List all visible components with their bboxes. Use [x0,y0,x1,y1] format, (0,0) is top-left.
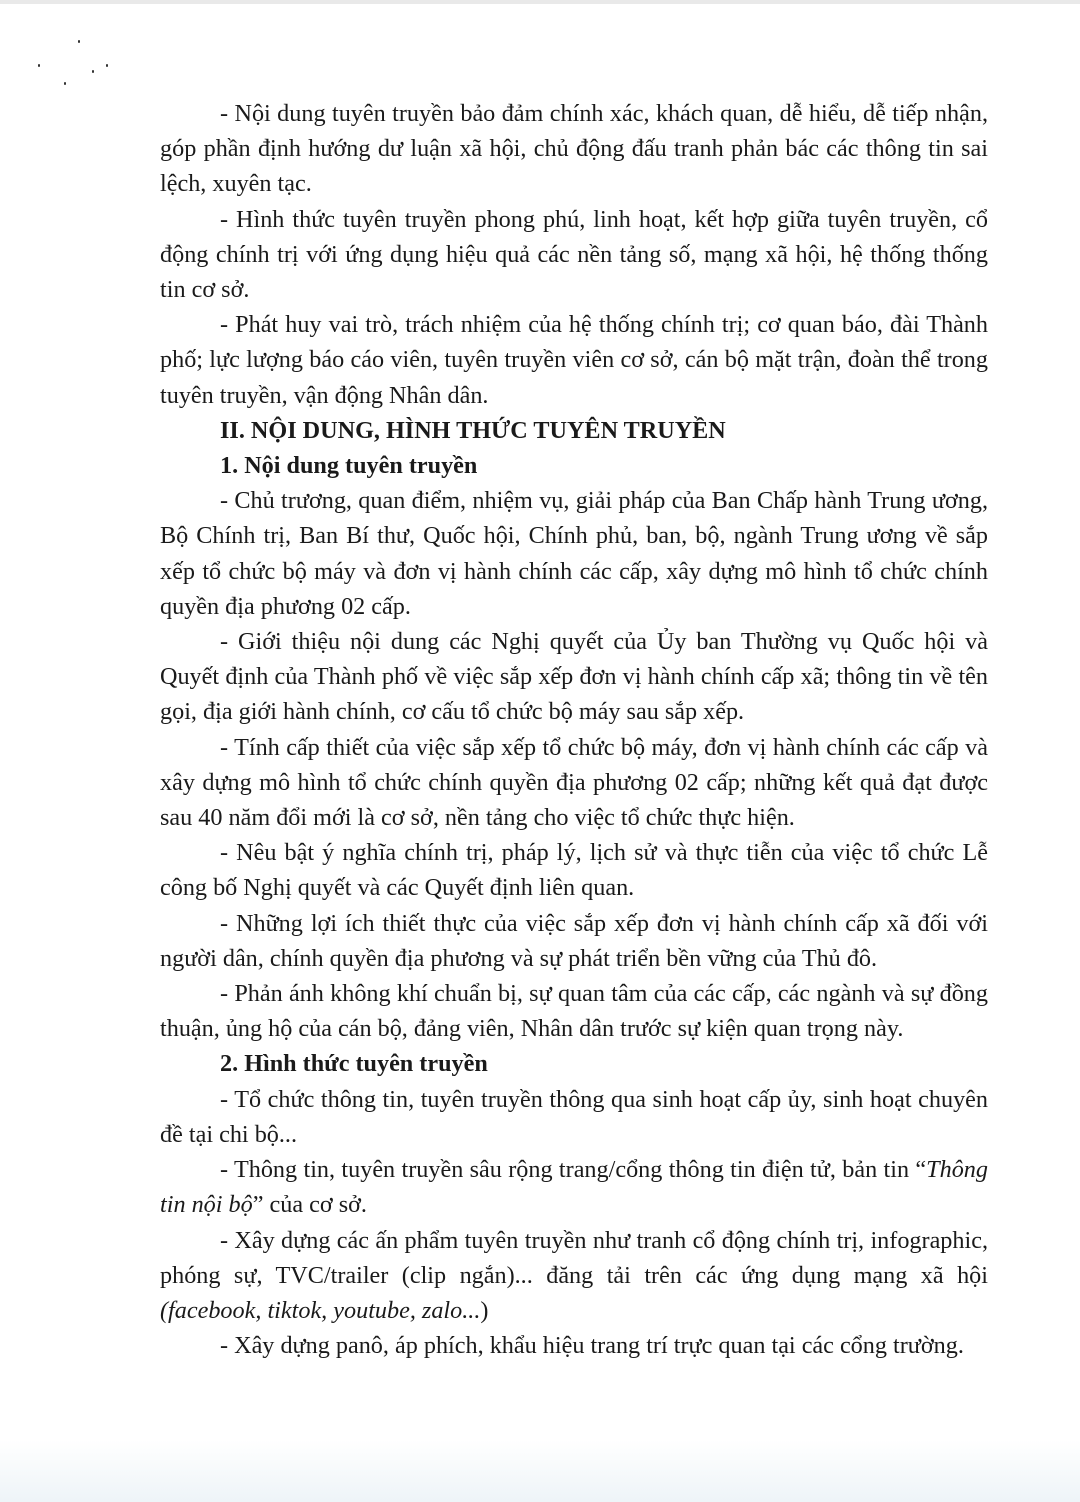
social-platforms: (facebook, tiktok, youtube, zalo... [160,1296,481,1324]
speck [38,64,40,67]
speck [92,70,94,73]
speck [64,82,66,85]
content-item: - Chủ trương, quan điểm, nhiệm vụ, giải pháp của Ban Chấp hành Trung ương, Bộ Chính trị, Ban Bí thư, Quốc hội, Chính phủ, ban, bộ, ngành Trung ương về sắp xếp tổ chức bộ máy và đơn vị hành chính các cấp, xây dựng mô hình tổ chức chính quyền địa phương 02 cấp. [160,487,988,620]
paragraph-forms: - Hình thức tuyên truyền phong phú, linh hoạt, kết hợp giữa tuyên truyền, cổ động chính trị với ứng dụng hiệu quả các nền tảng số, mạng xã hội, hệ thống thống tin cơ sở. [160,205,988,304]
form-item [160,1152,988,1222]
subsection-2-heading: 2. Hình thức tuyên truyền [220,1050,488,1078]
form-item-text: ” của cơ sở. [252,1191,367,1219]
form-item: - Tổ chức thông tin, tuyên truyền thông qua sinh hoạt cấp ủy, sinh hoạt chuyên đề tại chi bộ... [160,1085,988,1148]
document-page [160,96,988,1363]
content-item: - Những lợi ích thiết thực của việc sắp xếp đơn vị hành chính cấp xã đối với người dân, chính quyền địa phương và sự phát triển bền vững của Thủ đô. [160,909,988,972]
paragraph-roles: - Phát huy vai trò, trách nhiệm của hệ thống chính trị; cơ quan báo, đài Thành phố; lực lượng báo cáo viên, tuyên truyền viên cơ sở, cán bộ mặt trận, đoàn thể trong tuyên truyền, vận động Nhân dân. [160,311,988,409]
form-item-text: - Xây dựng các ấn phẩm tuyên truyền như tranh cổ động chính trị, infographic, phóng sự, TVC/trailer (clip ngắn)... đăng tải trên các ứng dụng mạng xã hội [160,1226,988,1289]
speck [106,64,108,67]
content-item: - Tính cấp thiết của việc sắp xếp tổ chức bộ máy, đơn vị hành chính các cấp và xây dựng mô hình tổ chức chính quyền địa phương 02 cấp; những kết quả đạt được sau 40 năm đổi mới là cơ sở, nền tảng cho việc tổ chức thực hiện. [160,733,988,832]
paragraph-accuracy: - Nội dung tuyên truyền bảo đảm chính xác, khách quan, dễ hiểu, dễ tiếp nhận, góp phần định hướng dư luận xã hội, chủ động đấu tranh phản bác các thông tin sai lệch, xuyên tạc. [160,100,988,198]
section-heading: II. NỘI DUNG, HÌNH THỨC TUYÊN TRUYỀN [220,416,726,444]
scan-specks [0,0,200,100]
scan-bottom-tint [0,1440,1080,1502]
speck [78,40,80,43]
subsection-1-heading: 1. Nội dung tuyên truyền [220,452,478,480]
form-item [160,1223,988,1329]
form-item: - Xây dựng panô, áp phích, khẩu hiệu trang trí trực quan tại các cổng trường. [220,1332,964,1360]
bulletin-name: Thông tin nội bộ [160,1156,988,1219]
content-item: - Nêu bật ý nghĩa chính trị, pháp lý, lịch sử và thực tiễn của việc tổ chức Lễ công bố Nghị quyết và các Quyết định liên quan. [160,839,988,902]
form-item-text: - Thông tin, tuyên truyền sâu rộng trang/cổng thông tin điện tử, bản tin “ [220,1156,927,1184]
form-item-text: ) [480,1296,489,1324]
content-item: - Phản ánh không khí chuẩn bị, sự quan tâm của các cấp, các ngành và sự đồng thuận, ủng hộ của cán bộ, đảng viên, Nhân dân trước sự kiện quan trọng này. [160,980,988,1043]
content-item: - Giới thiệu nội dung các Nghị quyết của Ủy ban Thường vụ Quốc hội và Quyết định của Thành phố về việc sắp xếp đơn vị hành chính cấp xã; thông tin về tên gọi, địa giới hành chính, cơ cấu tổ chức bộ máy sau sắp xếp. [160,628,988,726]
